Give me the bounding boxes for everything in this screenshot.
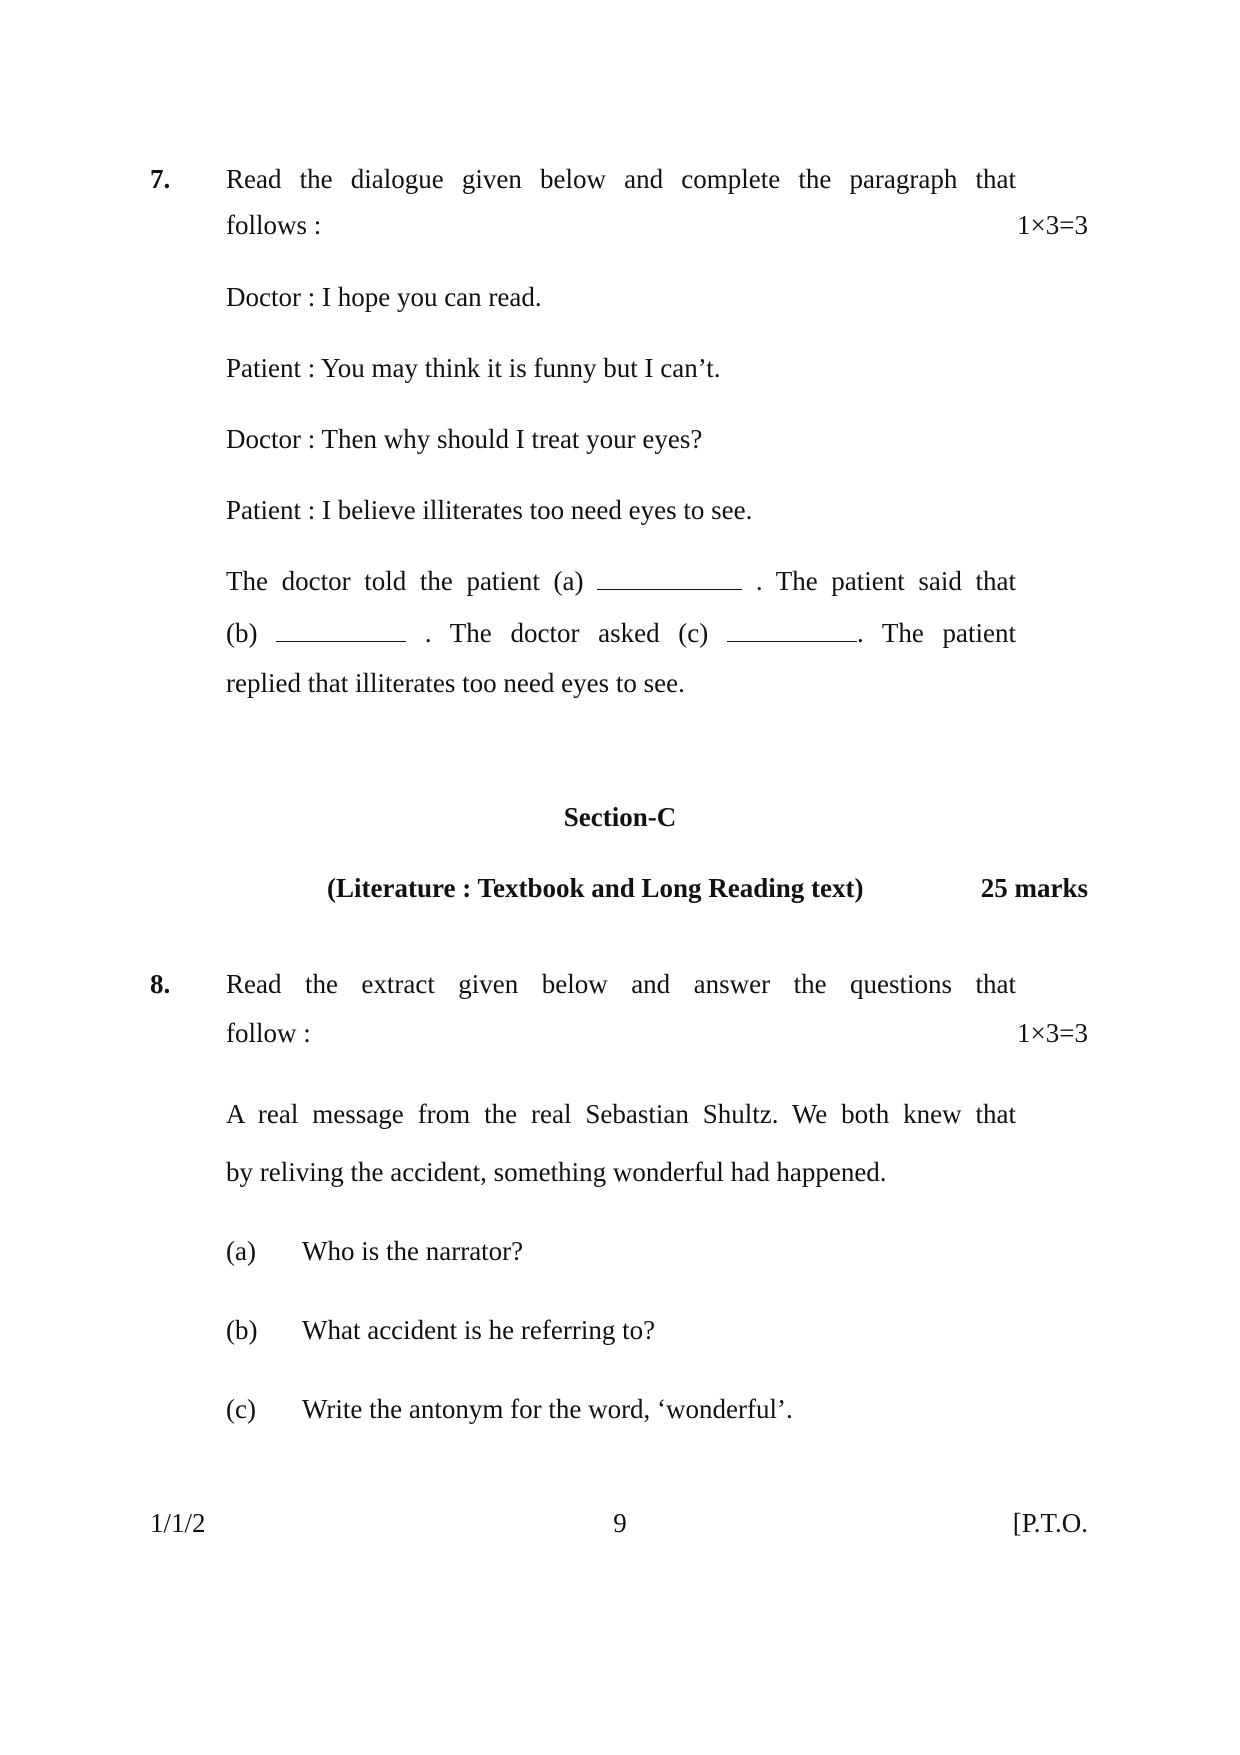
- paper-code: 1/1/2: [150, 1508, 206, 1538]
- question-7-instruction: Read the dialogue given below and complete the paragraph that: [226, 164, 1016, 194]
- sub-question-label: (b): [226, 1315, 258, 1345]
- paragraph-line-2: [226, 620, 1016, 647]
- paragraph-text: . The doctor asked (c): [424, 618, 709, 648]
- dialogue-line: Doctor : I hope you can read.: [226, 282, 542, 312]
- extract-line-1: A real message from the real Sebastian Shultz. We both knew that: [226, 1099, 1016, 1129]
- question-7-marks: 1×3=3: [1017, 210, 1088, 240]
- question-7-instruction-cont: follows :: [226, 210, 322, 240]
- paragraph-line-1: [226, 568, 1016, 595]
- blank-a: [597, 587, 742, 590]
- question-8-instruction: Read the extract given below and answer the questions that: [226, 969, 1016, 999]
- question-8-instruction-cont: follow :: [226, 1018, 311, 1048]
- question-8-marks: 1×3=3: [1017, 1018, 1088, 1048]
- dialogue-line: Patient : I believe illiterates too need eyes to see.: [226, 495, 753, 525]
- please-turn-over: [P.T.O.: [1012, 1508, 1088, 1538]
- paragraph-text: (b): [226, 618, 258, 648]
- blank-c: [727, 639, 857, 642]
- dialogue-line: Doctor : Then why should I treat your eyes?: [226, 424, 703, 454]
- sub-question-text: Who is the narrator?: [302, 1236, 524, 1266]
- paragraph-line-3: replied that illiterates too need eyes to see.: [226, 668, 685, 698]
- blank-b: [276, 639, 406, 642]
- sub-question-label: (c): [226, 1394, 256, 1424]
- dialogue-line: Patient : You may think it is funny but I can’t.: [226, 353, 721, 383]
- paragraph-text: The doctor told the patient (a): [226, 566, 584, 596]
- sub-question-label: (a): [226, 1236, 256, 1266]
- sub-question-text: What accident is he referring to?: [302, 1315, 656, 1345]
- section-marks: 25 marks: [980, 873, 1088, 903]
- section-subtitle: (Literature : Textbook and Long Reading text): [327, 873, 864, 903]
- question-7-number: 7.: [150, 164, 171, 194]
- paragraph-text: . The patient said that: [755, 566, 1017, 596]
- extract-line-2: by reliving the accident, something wonderful had happened.: [226, 1157, 887, 1187]
- section-title: Section-C: [563, 802, 677, 832]
- sub-question-text: Write the antonym for the word, ‘wonderful’.: [302, 1394, 793, 1424]
- paragraph-text: . The patient: [856, 618, 1017, 648]
- question-8-number: 8.: [150, 969, 171, 999]
- page-number: 9: [613, 1508, 627, 1538]
